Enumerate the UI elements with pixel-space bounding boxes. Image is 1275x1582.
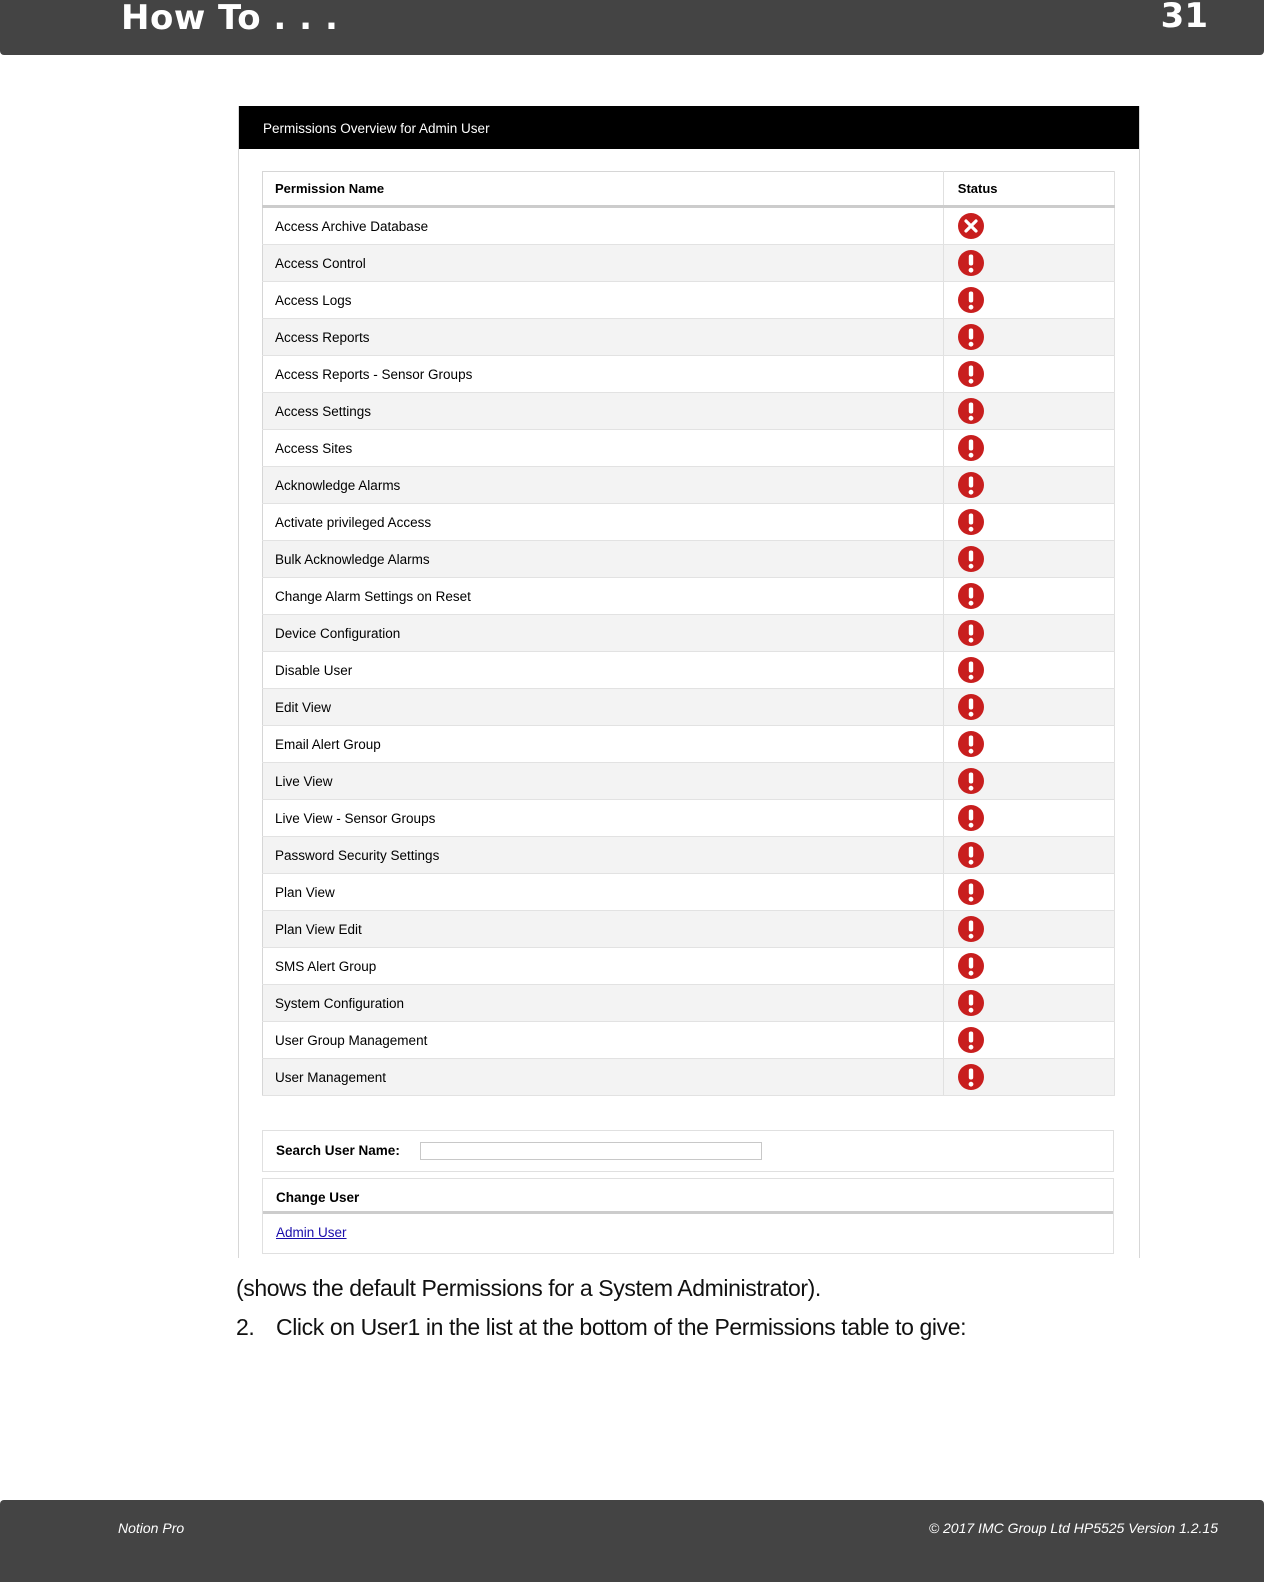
exclamation-circle-icon: [957, 693, 985, 721]
table-row: [263, 652, 1115, 689]
permission-name: Plan View: [263, 874, 944, 911]
exclamation-circle-icon: [957, 471, 985, 499]
permission-name: System Configuration: [263, 985, 944, 1022]
permission-name: Access Reports - Sensor Groups: [263, 356, 944, 393]
exclamation-circle-icon: [957, 545, 985, 573]
table-row: [263, 578, 1115, 615]
change-user-heading: Change User: [263, 1179, 1113, 1214]
permission-status: [943, 319, 1114, 356]
permission-name: Access Archive Database: [263, 207, 944, 245]
exclamation-circle-icon: [957, 656, 985, 684]
permission-name: Access Control: [263, 245, 944, 282]
permission-status: [943, 726, 1114, 763]
permission-status: [943, 207, 1114, 245]
exclamation-circle-icon: [957, 952, 985, 980]
permission-status: [943, 356, 1114, 393]
permission-status: [943, 985, 1114, 1022]
table-row: [263, 911, 1115, 948]
permission-name: User Management: [263, 1059, 944, 1096]
exclamation-circle-icon: [957, 508, 985, 536]
table-row: [263, 393, 1115, 430]
exclamation-circle-icon: [957, 767, 985, 795]
permission-name: Acknowledge Alarms: [263, 467, 944, 504]
permission-status: [943, 504, 1114, 541]
permission-status: [943, 911, 1114, 948]
permission-status: [943, 245, 1114, 282]
table-row: [263, 985, 1115, 1022]
table-row: [263, 1022, 1115, 1059]
permission-status: [943, 1022, 1114, 1059]
table-row: [263, 615, 1115, 652]
permission-status: [943, 837, 1114, 874]
permission-name: Password Security Settings: [263, 837, 944, 874]
exclamation-circle-icon: [957, 249, 985, 277]
figure-caption: (shows the default Permissions for a System Administrator).: [236, 1275, 821, 1301]
page-number: 31: [1160, 0, 1208, 36]
permission-name: Access Sites: [263, 430, 944, 467]
table-row: [263, 874, 1115, 911]
table-row: [263, 245, 1115, 282]
page-header: [0, 0, 1264, 55]
column-header-permission-name: Permission Name: [263, 172, 944, 207]
footer-copyright: © 2017 IMC Group Ltd HP5525 Version 1.2.15: [928, 1520, 1218, 1536]
permission-name: Access Reports: [263, 319, 944, 356]
permissions-window-title: Permissions Overview for Admin User: [239, 106, 1139, 149]
table-row: [263, 467, 1115, 504]
step-number: 2.: [236, 1314, 255, 1340]
exclamation-circle-icon: [957, 989, 985, 1017]
exclamation-circle-icon: [957, 915, 985, 943]
table-row: [263, 948, 1115, 985]
exclamation-circle-icon: [957, 1026, 985, 1054]
x-circle-icon: [957, 212, 985, 240]
permission-name: Activate privileged Access: [263, 504, 944, 541]
table-row: [263, 689, 1115, 726]
permission-name: Live View: [263, 763, 944, 800]
page-title: How To . . .: [121, 0, 339, 38]
table-row: [263, 763, 1115, 800]
permission-name: Email Alert Group: [263, 726, 944, 763]
permission-status: [943, 800, 1114, 837]
permission-status: [943, 763, 1114, 800]
permission-status: [943, 467, 1114, 504]
page-footer: [0, 1500, 1264, 1582]
permission-name: SMS Alert Group: [263, 948, 944, 985]
permission-name: Bulk Acknowledge Alarms: [263, 541, 944, 578]
permission-status: [943, 393, 1114, 430]
user-link-admin[interactable]: Admin User: [276, 1225, 347, 1240]
table-row: [263, 319, 1115, 356]
permission-status: [943, 652, 1114, 689]
table-row: [263, 1059, 1115, 1096]
column-header-status: Status: [943, 172, 1114, 207]
table-row: [263, 837, 1115, 874]
permission-status: [943, 1059, 1114, 1096]
exclamation-circle-icon: [957, 1063, 985, 1091]
permission-name: Access Logs: [263, 282, 944, 319]
permission-name: Access Settings: [263, 393, 944, 430]
permission-name: Live View - Sensor Groups: [263, 800, 944, 837]
permission-status: [943, 948, 1114, 985]
table-row: [263, 800, 1115, 837]
step-text: Click on User1 in the list at the bottom of the Permissions table to give:: [276, 1314, 967, 1340]
permissions-table-body: [263, 207, 1115, 1096]
exclamation-circle-icon: [957, 804, 985, 832]
exclamation-circle-icon: [957, 582, 985, 610]
permission-status: [943, 615, 1114, 652]
exclamation-circle-icon: [957, 286, 985, 314]
table-row: [263, 207, 1115, 245]
exclamation-circle-icon: [957, 323, 985, 351]
permission-name: Edit View: [263, 689, 944, 726]
table-header-row: [263, 172, 1115, 207]
table-row: [263, 282, 1115, 319]
permission-name: User Group Management: [263, 1022, 944, 1059]
permission-name: Disable User: [263, 652, 944, 689]
exclamation-circle-icon: [957, 730, 985, 758]
permission-name: Change Alarm Settings on Reset: [263, 578, 944, 615]
footer-product: Notion Pro: [118, 1520, 185, 1536]
permission-status: [943, 578, 1114, 615]
exclamation-circle-icon: [957, 878, 985, 906]
exclamation-circle-icon: [957, 434, 985, 462]
exclamation-circle-icon: [957, 360, 985, 388]
permission-status: [943, 874, 1114, 911]
instruction-step: [236, 1314, 966, 1341]
permission-status: [943, 541, 1114, 578]
permission-status: [943, 430, 1114, 467]
table-row: [263, 504, 1115, 541]
search-user-label: Search User Name:: [276, 1143, 400, 1158]
exclamation-circle-icon: [957, 841, 985, 869]
permission-status: [943, 689, 1114, 726]
exclamation-circle-icon: [957, 619, 985, 647]
change-user-panel: [262, 1178, 1114, 1254]
permission-status: [943, 282, 1114, 319]
permissions-screenshot: [238, 106, 1140, 1258]
permission-name: Device Configuration: [263, 615, 944, 652]
permission-name: Plan View Edit: [263, 911, 944, 948]
table-row: [263, 541, 1115, 578]
search-user-panel: [262, 1130, 1114, 1172]
exclamation-circle-icon: [957, 397, 985, 425]
table-row: [263, 430, 1115, 467]
search-user-input[interactable]: [420, 1142, 762, 1160]
permissions-table: [262, 171, 1115, 1096]
table-row: [263, 726, 1115, 763]
table-row: [263, 356, 1115, 393]
